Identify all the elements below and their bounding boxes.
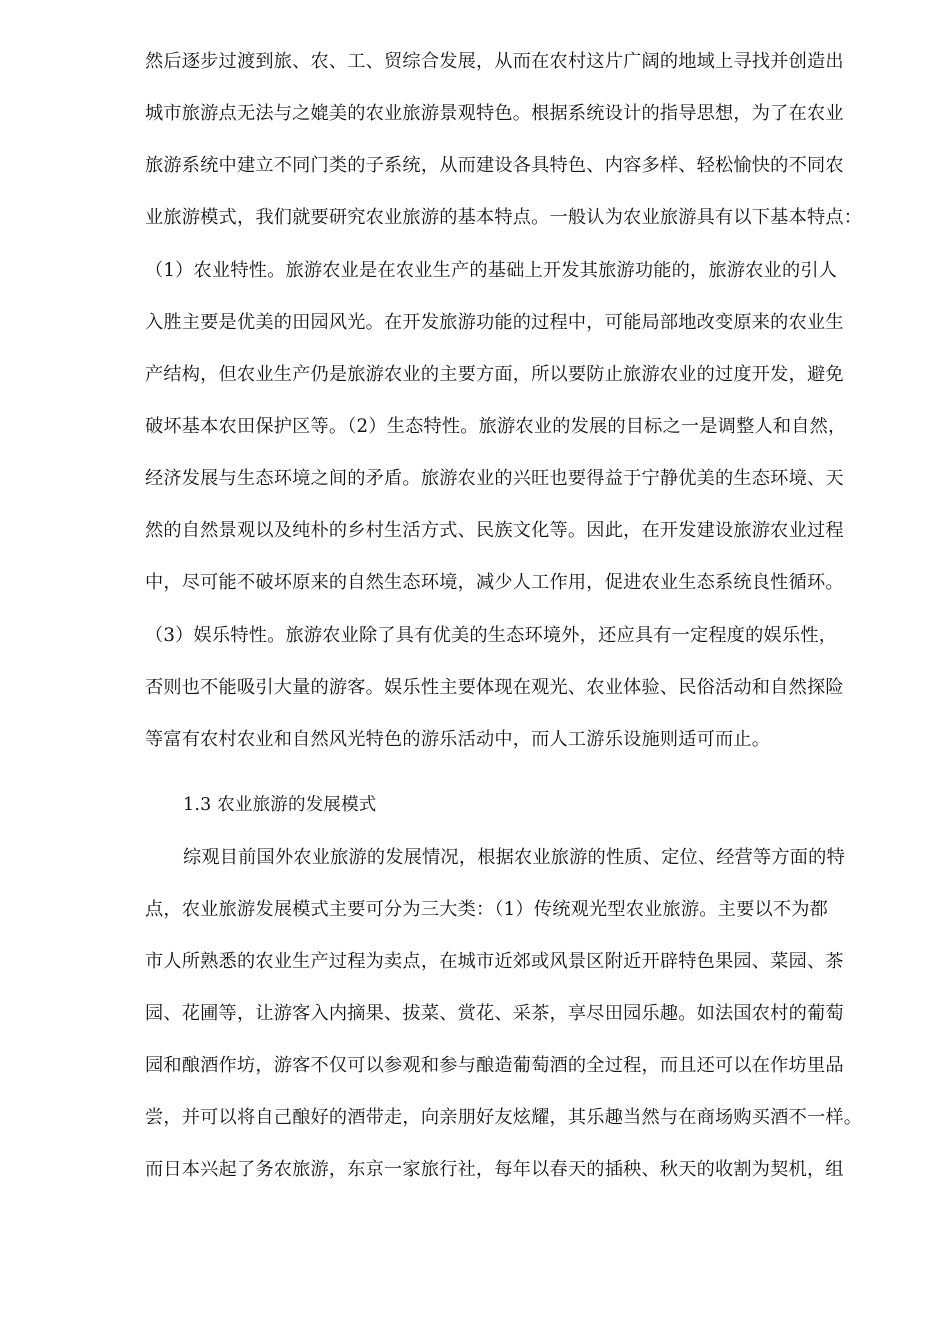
paragraph-first-line: 综观目前国外农业旅游的发展情况，根据农业旅游的性质、定位、经营等方面的特 (183, 847, 845, 868)
text-line: 旅游系统中建立不同门类的子系统，从而建设各具特色、内容多样、轻松愉快的不同农 (145, 155, 844, 176)
text-line: 业旅游模式，我们就要研究农业旅游的基本特点。一般认为农业旅游具有以下基本特点： (145, 207, 863, 228)
text-line: 破坏基本农田保护区等。（2）生态特性。旅游农业的发展的目标之一是调整人和自然， (145, 416, 847, 437)
text-line: 园、花圃等，让游客入内摘果、拔菜、赏花、采茶，享尽田园乐趣。如法国农村的葡萄 (145, 1003, 844, 1024)
text-line: 中，尽可能不破坏原来的自然生态环境，减少人工作用，促进农业生态系统良性循环。 (145, 572, 844, 593)
text-line: 等富有农村农业和自然风光特色的游乐活动中，而人工游乐设施则适可而止。 (145, 729, 771, 750)
text-line: 入胜主要是优美的田园风光。在开发旅游功能的过程中，可能局部地改变原来的农业生 (145, 312, 844, 333)
text-line: 园和酿酒作坊，游客不仅可以参观和参与酿造葡萄酒的全过程，而且还可以在作坊里品 (145, 1055, 844, 1076)
text-line: 而日本兴起了务农旅游，东京一家旅行社，每年以春天的插秧、秋天的收割为契机，组 (145, 1159, 844, 1180)
text-line: 然后逐步过渡到旅、农、工、贸综合发展，从而在农村这片广阔的地域上寻找并创造出 (145, 51, 844, 72)
text-line: 点，农业旅游发展模式主要可分为三大类：（1）传统观光型农业旅游。主要以不为都 (145, 899, 829, 920)
text-line: 城市旅游点无法与之媲美的农业旅游景观特色。根据系统设计的指导思想，为了在农业 (145, 103, 844, 124)
text-line: 产结构，但农业生产仍是旅游农业的主要方面，所以要防止旅游农业的过度开发，避免 (145, 364, 844, 385)
section-heading: 1.3 农业旅游的发展模式 (183, 795, 377, 815)
text-line: 市人所熟悉的农业生产过程为卖点，在城市近郊或风景区附近开辟特色果园、菜园、茶 (145, 951, 844, 972)
text-line: 尝，并可以将自己酿好的酒带走，向亲朋好友炫耀，其乐趣当然与在商场购买酒不一样。 (145, 1107, 863, 1128)
text-line: 然的自然景观以及纯朴的乡村生活方式、民族文化等。因此，在开发建设旅游农业过程 (145, 520, 844, 541)
text-line: 否则也不能吸引大量的游客。娱乐性主要体现在观光、农业体验、民俗活动和自然探险 (145, 677, 844, 698)
text-line: （3）娱乐特性。旅游农业除了具有优美的生态环境外，还应具有一定程度的娱乐性， (145, 625, 838, 646)
text-line: 经济发展与生态环境之间的矛盾。旅游农业的兴旺也要得益于宁静优美的生态环境、天 (145, 468, 844, 489)
text-line: （1）农业特性。旅游农业是在农业生产的基础上开发其旅游功能的，旅游农业的引人 (145, 260, 838, 281)
